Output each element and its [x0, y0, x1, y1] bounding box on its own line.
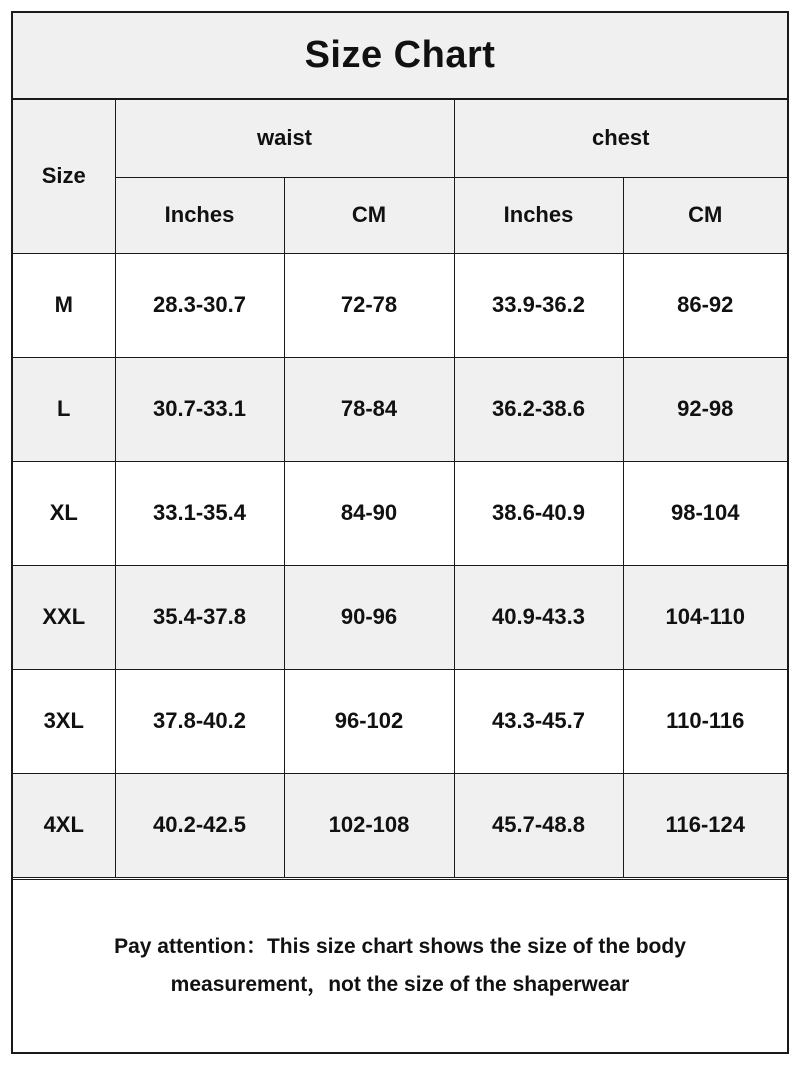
header-unit-waist-inches: Inches [115, 177, 284, 253]
chart-title: Size Chart [304, 34, 496, 76]
table-row [13, 253, 787, 357]
header-group-waist: waist [115, 100, 454, 177]
size-chart-frame [11, 11, 789, 1054]
chest-cm-cell: 92-98 [623, 357, 787, 461]
header-row-units [13, 177, 787, 253]
note-line-1: Pay attention：This size chart shows the size of the body [114, 935, 686, 958]
waist-cm-cell: 84-90 [284, 461, 454, 565]
size-cell: L [13, 357, 115, 461]
chest-cm-cell: 98-104 [623, 461, 787, 565]
chest-inches-cell: 33.9-36.2 [454, 253, 623, 357]
header-unit-waist-cm: CM [284, 177, 454, 253]
chest-inches-cell: 40.9-43.3 [454, 565, 623, 669]
waist-cm-cell: 96-102 [284, 669, 454, 773]
size-cell: XXL [13, 565, 115, 669]
table-row [13, 461, 787, 565]
waist-cm-cell: 78-84 [284, 357, 454, 461]
chest-inches-cell: 38.6-40.9 [454, 461, 623, 565]
table-row [13, 669, 787, 773]
size-cell: M [13, 253, 115, 357]
header-group-chest: chest [454, 100, 787, 177]
header-size: Size [13, 100, 115, 253]
header-row-groups [13, 100, 787, 177]
waist-cm-cell: 90-96 [284, 565, 454, 669]
size-cell: 3XL [13, 669, 115, 773]
chest-inches-cell: 45.7-48.8 [454, 773, 623, 877]
waist-cm-cell: 72-78 [284, 253, 454, 357]
table-row [13, 773, 787, 877]
size-cell: 4XL [13, 773, 115, 877]
chest-cm-cell: 110-116 [623, 669, 787, 773]
waist-inches-cell: 35.4-37.8 [115, 565, 284, 669]
waist-inches-cell: 40.2-42.5 [115, 773, 284, 877]
title-bar [13, 13, 787, 100]
chest-cm-cell: 104-110 [623, 565, 787, 669]
table-row [13, 357, 787, 461]
chest-inches-cell: 36.2-38.6 [454, 357, 623, 461]
size-cell: XL [13, 461, 115, 565]
table-row [13, 565, 787, 669]
header-unit-chest-inches: Inches [454, 177, 623, 253]
header-unit-chest-cm: CM [623, 177, 787, 253]
note-line-2: measurement，not the size of the shaperwear [170, 973, 630, 996]
chest-cm-cell: 86-92 [623, 253, 787, 357]
waist-inches-cell: 30.7-33.1 [115, 357, 284, 461]
waist-inches-cell: 28.3-30.7 [115, 253, 284, 357]
waist-cm-cell: 102-108 [284, 773, 454, 877]
waist-inches-cell: 33.1-35.4 [115, 461, 284, 565]
size-table [13, 100, 787, 878]
chest-cm-cell: 116-124 [623, 773, 787, 877]
chest-inches-cell: 43.3-45.7 [454, 669, 623, 773]
attention-note [13, 879, 787, 1052]
waist-inches-cell: 37.8-40.2 [115, 669, 284, 773]
